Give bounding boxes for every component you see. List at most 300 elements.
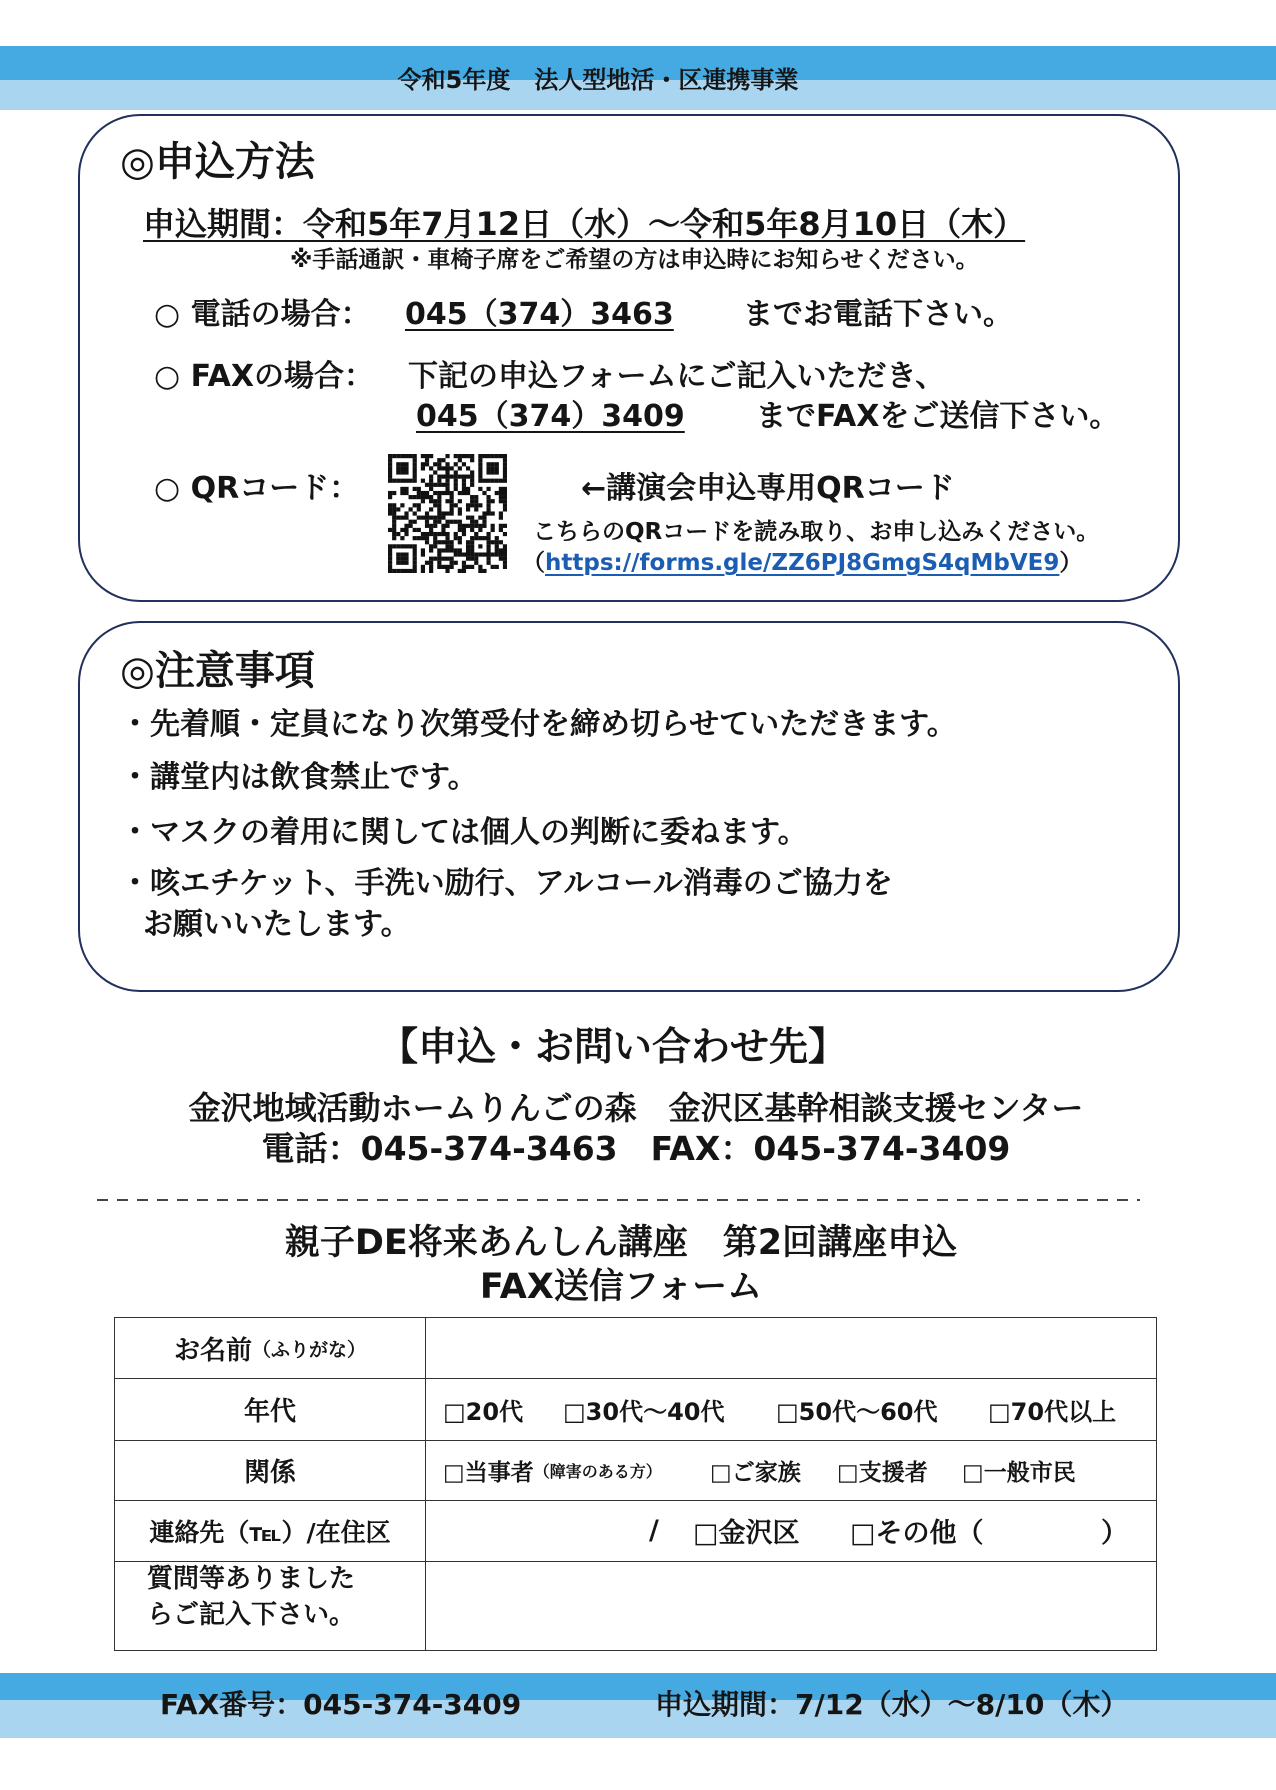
qr-module [421,499,425,503]
qr-module [491,479,495,483]
application-period: 申込期間：令和5年7月12日（水）～令和5年8月10日（木） [143,205,1026,243]
qr-module [491,524,495,528]
qr-module [470,470,474,474]
qr-module [437,507,441,511]
qr-module [450,491,454,495]
qr-module [413,503,417,507]
qr-module [413,470,417,474]
qr-module [388,507,392,511]
qr-module [486,470,490,474]
qr-module [503,491,507,495]
qr-module [441,532,445,536]
qr-module [425,540,429,544]
qr-module [437,491,441,495]
qr-module [437,552,441,556]
qr-module [392,491,396,495]
qr-module [458,475,462,479]
qr-module [400,466,404,470]
qr-module [450,561,454,565]
qr-module [388,475,392,479]
contact-organizations: 金沢地域活動ホームりんごの森 金沢区基幹相談支援センター [188,1089,1084,1127]
qr-module [486,466,490,470]
qr-module [388,557,392,561]
qr-module [478,458,482,462]
qr-module [400,516,404,520]
qr-module [474,552,478,556]
qr-module [445,483,449,487]
qr-module [441,528,445,532]
qr-module [400,557,404,561]
qr-module [429,524,433,528]
url-close-paren: ） [1059,550,1083,576]
qr-module [458,520,462,524]
qr-module [445,524,449,528]
qr-module [441,483,445,487]
qr-module [470,552,474,556]
fax-form-table [114,1317,1157,1651]
qr-module [388,544,392,548]
qr-module [417,507,421,511]
table-row-questions [115,1561,1156,1650]
qr-module [445,544,449,548]
qr-module [425,524,429,528]
qr-module [409,507,413,511]
qr-module [413,548,417,552]
qr-module [478,487,482,491]
qr-module [462,491,466,495]
qr-module [486,503,490,507]
qr-module [388,511,392,515]
qr-module [470,499,474,503]
qr-module [429,532,433,536]
qr-module [462,475,466,479]
fax-label: ○ FAXの場合： [154,359,375,394]
qr-module [425,454,429,458]
age-option-30s-40s: □30代～40代 [563,1397,725,1426]
qr-module [503,544,507,548]
contact-separator: / [649,1515,659,1546]
qr-module [499,479,503,483]
qr-module [454,520,458,524]
header-title: 令和5年度 法人型地活・区連携事業 [397,66,799,94]
qr-module [503,462,507,466]
qr-module [396,557,400,561]
qr-module [400,470,404,474]
qr-module [396,544,400,548]
qr-module [491,499,495,503]
qr-module [458,528,462,532]
qr-module [441,466,445,470]
qr-module [503,458,507,462]
name-hint: （ふりがな） [252,1338,367,1361]
qr-module [429,561,433,565]
qr-module [466,557,470,561]
district-other-close: ） [1101,1518,1128,1549]
qr-module [425,495,429,499]
qr-module [474,499,478,503]
qr-module [445,466,449,470]
contact-label: 連絡先（℡）/在住区 [149,1517,391,1547]
qr-module [400,528,404,532]
qr-module [404,511,408,515]
qr-module [462,561,466,565]
qr-module [409,454,413,458]
qr-module [486,462,490,466]
qr-module [482,511,486,515]
qr-module [462,532,466,536]
qr-module [486,557,490,561]
qr-module [437,532,441,536]
relation-option-family: □ご家族 [710,1459,801,1486]
qr-module [450,475,454,479]
qr-module [458,540,462,544]
qr-module [404,544,408,548]
cut-line [97,1199,1140,1201]
qr-module [450,511,454,515]
qr-module [437,540,441,544]
relation-label: 関係 [243,1457,296,1488]
qr-module [396,466,400,470]
form-title: 親子DE将来あんしん講座 第2回講座申込 [284,1223,958,1263]
qr-module [486,499,490,503]
qr-module [429,483,433,487]
qr-module [437,475,441,479]
qr-module [388,565,392,569]
fax-suffix: までFAXをご送信下さい。 [756,399,1120,434]
qr-module [466,487,470,491]
qr-module [404,466,408,470]
table-row-age [115,1378,1156,1440]
qr-module [503,507,507,511]
qr-module [478,528,482,532]
qr-module [421,466,425,470]
qr-module [454,552,458,556]
qr-module [466,552,470,556]
qr-module [478,536,482,540]
qr-module [392,520,396,524]
qr-module [495,548,499,552]
qr-module [396,516,400,520]
qr-module [499,454,503,458]
qr-module [400,552,404,556]
footer-fax-number: FAX番号：045-374-3409 [160,1688,522,1721]
qr-module [454,503,458,507]
qr-module [454,483,458,487]
url-open-paren: （ [522,550,545,576]
qr-module [478,470,482,474]
qr-module [470,540,474,544]
qr-module [470,528,474,532]
qr-module [466,516,470,520]
qr-module [433,503,437,507]
qr-module [491,511,495,515]
qr-module [491,540,495,544]
qr-module [396,470,400,474]
qr-module [462,454,466,458]
qr-module [396,454,400,458]
qr-module [429,479,433,483]
qr-module [437,511,441,515]
qr-module [474,524,478,528]
qr-module [466,475,470,479]
qr-module [404,569,408,573]
qr-module [433,557,437,561]
qr-module [433,483,437,487]
qr-module [404,524,408,528]
qr-module [413,466,417,470]
footer-period: 申込期間：7/12（水）～8/10（木） [655,1688,1129,1721]
qr-module [458,536,462,540]
qr-module [458,507,462,511]
qr-instruction: こちらのQRコードを読み取り、お申し込みください。 [533,519,1100,545]
qr-module [445,479,449,483]
qr-module [503,552,507,556]
accessibility-note: ※手話通訳・車椅子席をご希望の方は申込時にお知らせください。 [290,247,979,273]
qr-module [503,503,507,507]
qr-module [458,458,462,462]
qr-module [445,532,449,536]
qr-module [499,557,503,561]
form-url-link[interactable]: https://forms.gle/ZZ6PJ8GmgS4qMbVE9 [545,550,1060,576]
qr-module [437,458,441,462]
qr-module [482,524,486,528]
qr-module [462,483,466,487]
qr-module [454,475,458,479]
qr-module [425,532,429,536]
qr-module [482,536,486,540]
questions-label-line2: らご記入下さい。 [147,1600,356,1630]
qr-module [396,532,400,536]
qr-module [425,520,429,524]
qr-module [421,516,425,520]
qr-module [409,479,413,483]
name-label: お名前 [173,1335,252,1366]
qr-module [433,520,437,524]
qr-module [474,532,478,536]
qr-module [396,479,400,483]
qr-module [503,524,507,528]
qr-module [445,520,449,524]
qr-module [417,491,421,495]
qr-module [441,491,445,495]
qr-module [503,532,507,536]
qr-module [404,479,408,483]
qr-code-icon [388,454,507,573]
qr-module [441,565,445,569]
qr-module [474,520,478,524]
qr-module [392,516,396,520]
qr-module [486,507,490,511]
qr-module [482,569,486,573]
qr-module [392,507,396,511]
qr-module [404,561,408,565]
qr-module [388,561,392,565]
qr-module [437,565,441,569]
qr-module [474,561,478,565]
qr-module [404,532,408,536]
qr-module [437,503,441,507]
qr-module [417,536,421,540]
qr-module [478,466,482,470]
qr-module [388,503,392,507]
qr-module [499,524,503,528]
qr-module [445,548,449,552]
qr-module [478,544,482,548]
qr-module [450,520,454,524]
qr-module [478,454,482,458]
form-url-line [522,550,1082,578]
qr-module [450,565,454,569]
qr-module [495,540,499,544]
qr-module [450,503,454,507]
qr-module [433,544,437,548]
qr-module [421,565,425,569]
qr-module [458,511,462,515]
qr-module [417,487,421,491]
table-row-contact [115,1500,1156,1561]
qr-module [421,552,425,556]
qr-module [458,569,462,573]
note-item-continuation: お願いいたします。 [143,907,411,942]
qr-module [413,569,417,573]
qr-module [495,479,499,483]
qr-module [417,528,421,532]
qr-module [388,491,392,495]
qr-module [409,544,413,548]
qr-module [462,528,466,532]
qr-module [429,557,433,561]
qr-module [458,524,462,528]
district-option-kanazawa: □金沢区 [693,1518,800,1549]
qr-module [392,544,396,548]
qr-module [503,487,507,491]
qr-module [495,470,499,474]
qr-module [495,462,499,466]
qr-module [466,503,470,507]
qr-module [499,487,503,491]
qr-module [413,454,417,458]
qr-module [454,462,458,466]
qr-module [388,462,392,466]
qr-module [470,536,474,540]
qr-module [466,565,470,569]
qr-module [413,511,417,515]
qr-module [462,552,466,556]
qr-module [474,503,478,507]
qr-module [392,536,396,540]
qr-module [437,561,441,565]
qr-module [425,536,429,540]
qr-module [491,466,495,470]
qr-module [392,479,396,483]
qr-module [478,503,482,507]
qr-module [486,532,490,536]
qr-module [400,462,404,466]
qr-module [437,557,441,561]
qr-module [433,532,437,536]
fax-instruction: 下記の申込フォームにご記入いただき、 [408,359,946,394]
qr-module [503,561,507,565]
qr-module [437,516,441,520]
qr-module [458,548,462,552]
qr-module [499,528,503,532]
qr-module [429,565,433,569]
qr-module [491,454,495,458]
qr-module [437,462,441,466]
qr-module [470,548,474,552]
qr-module [466,540,470,544]
qr-label: ○ QRコード： [154,471,360,506]
qr-module [400,536,404,540]
qr-module [400,503,404,507]
questions-label-cell [115,1561,425,1650]
qr-module [404,491,408,495]
qr-module [503,495,507,499]
qr-module [404,454,408,458]
qr-module [433,491,437,495]
qr-module [445,557,449,561]
qr-module [445,454,449,458]
contact-numbers: 電話：045-374-3463 FAX：045-374-3409 [261,1129,1011,1168]
qr-module [392,532,396,536]
qr-module [392,511,396,515]
qr-module [421,462,425,466]
qr-module [421,569,425,573]
qr-module [470,479,474,483]
qr-module [445,540,449,544]
qr-module [409,569,413,573]
qr-module [478,475,482,479]
qr-module [417,516,421,520]
qr-module [466,454,470,458]
qr-module [462,479,466,483]
qr-module [404,557,408,561]
qr-module [499,495,503,499]
qr-module [503,466,507,470]
qr-module [429,569,433,573]
qr-module [503,557,507,561]
phone-label: ○ 電話の場合： [154,297,371,332]
qr-module [388,552,392,556]
age-option-70s-plus: □70代以上 [988,1397,1117,1426]
qr-module [503,454,507,458]
qr-module [454,536,458,540]
qr-module [474,495,478,499]
qr-module [495,491,499,495]
qr-module [392,569,396,573]
qr-module [491,565,495,569]
qr-module [441,475,445,479]
qr-module [445,475,449,479]
qr-module [462,569,466,573]
qr-module [482,552,486,556]
qr-module [392,454,396,458]
qr-module [491,528,495,532]
qr-module [470,565,474,569]
qr-module [499,491,503,495]
qr-module [462,462,466,466]
qr-module [454,479,458,483]
qr-module [450,495,454,499]
qr-module [450,466,454,470]
qr-module [470,475,474,479]
qr-module [413,475,417,479]
qr-module [486,536,490,540]
qr-module [417,503,421,507]
qr-module [425,462,429,466]
qr-module [425,516,429,520]
qr-module [458,466,462,470]
